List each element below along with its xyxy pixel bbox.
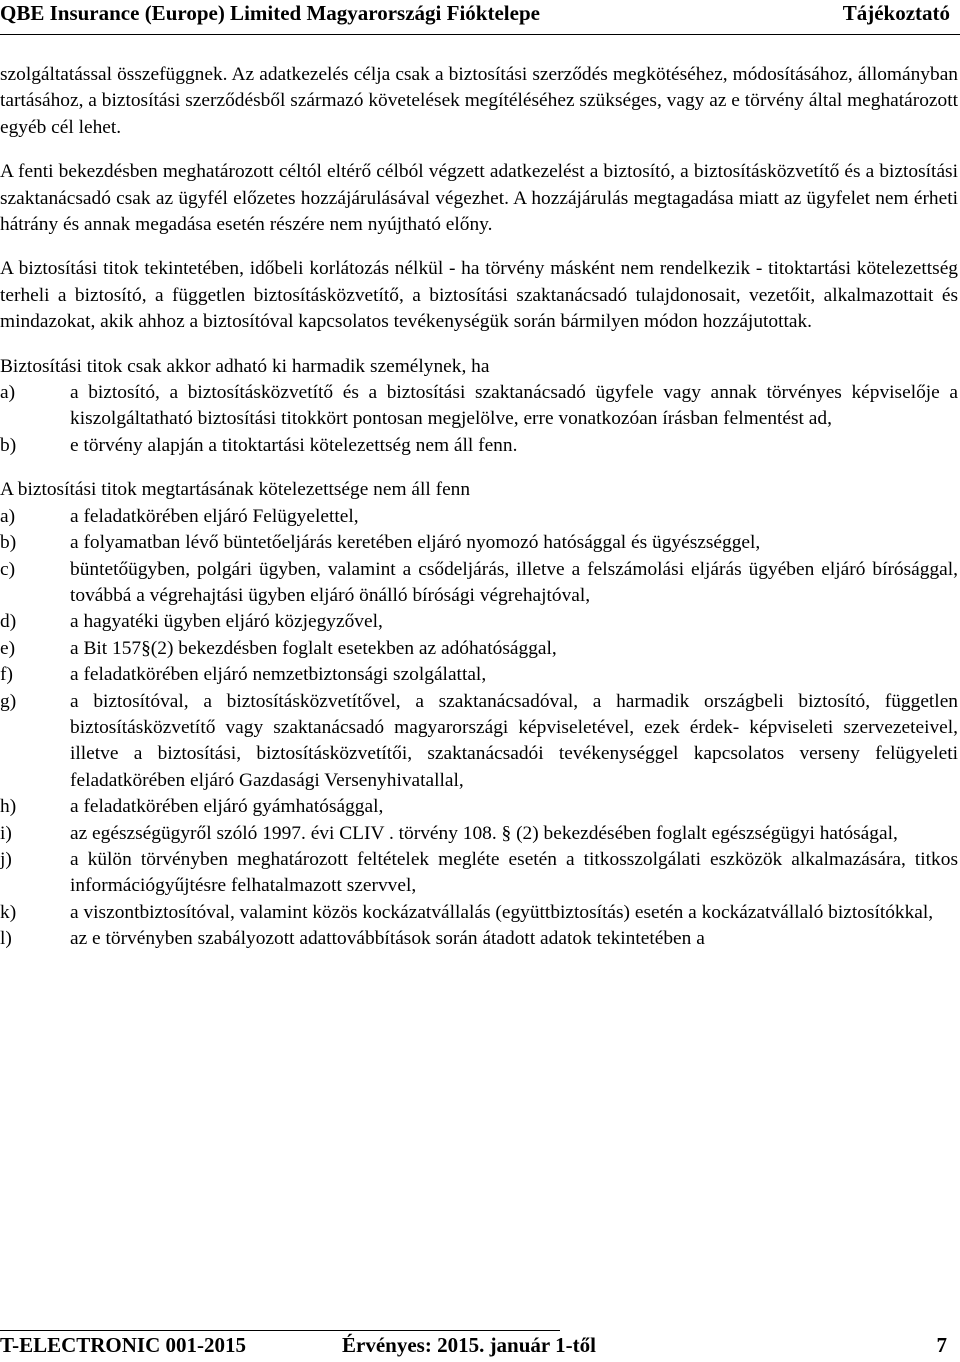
list-item-letter: c)	[0, 558, 16, 580]
list-item-letter: k)	[0, 901, 17, 923]
list-item-letter: b)	[0, 434, 17, 456]
document-body	[0, 62, 958, 953]
list-item-letter: a)	[0, 505, 16, 527]
list-item-letter: b)	[0, 532, 17, 554]
paragraph-disclosure-intro: Biztosítási titok csak akkor adható ki harmadik személynek, ha	[0, 355, 490, 377]
list-item-text: a feladatkörében eljáró nemzetbiztonsági szolgálattal,	[70, 664, 487, 686]
page-number: 7	[936, 1333, 947, 1357]
paragraph-purpose: szolgáltatással összefüggnek. Az adatkezelés célja csak a biztosítási szerződés megkötéséhez, módosításához, állományban tartásához, a biztosítási szerződésből származó követelések megítéléséhez szükséges, vagy az e törvény által meghatározott egyéb cél lehet.	[0, 64, 958, 138]
page-header	[0, 0, 960, 35]
list-item	[0, 926, 958, 952]
list-item	[0, 433, 958, 459]
list-item	[0, 504, 958, 530]
list-item-letter: e)	[0, 637, 16, 659]
list-item-text: a biztosító, a biztosításközvetítő és a biztosítási szaktanácsadó ügyfele vagy annak törvényes képviselője a kiszolgáltatható biztosítási titokkört pontosan megjelölve, erre vonatkozóan írásban felmentést ad,	[70, 382, 958, 430]
list-item	[0, 380, 958, 433]
list-item-letter: l)	[0, 928, 12, 950]
header-company-name: QBE Insurance (Europe) Limited Magyarországi Fióktelepe	[0, 1, 540, 25]
page-footer	[0, 1324, 960, 1362]
list-item-text: a viszontbiztosítóval, valamint közös kockázatvállalás (együttbiztosítás) esetén a kockázatvállaló biztosítókkal,	[70, 901, 934, 923]
disclosure-conditions-list	[0, 380, 958, 459]
footer-divider	[0, 1330, 560, 1331]
list-item-text: a feladatkörében eljáró gyámhatósággal,	[70, 796, 384, 818]
list-item-text: a hagyatéki ügyben eljáró közjegyzővel,	[70, 611, 383, 633]
list-item-text: az egészségügyről szóló 1997. évi CLIV . törvény 108. § (2) bekezdésében foglalt egészségügyi hatóságal,	[70, 822, 898, 844]
list-item	[0, 847, 958, 900]
list-item	[0, 530, 958, 556]
list-item-text: a folyamatban lévő büntetőeljárás keretében eljáró nyomozó hatósággal és ügyészséggel,	[70, 532, 761, 554]
list-item-letter: d)	[0, 611, 17, 633]
list-item	[0, 794, 958, 820]
list-item-letter: f)	[0, 664, 13, 686]
list-item	[0, 689, 958, 795]
list-item-text: a külön törvényben meghatározott feltételek megléte esetén a titkosszolgálati eszközök alkalmazására, titkos információgyűjtésre felhatalmazott szervvel,	[70, 848, 958, 897]
list-item	[0, 821, 958, 847]
list-item-letter: i)	[0, 822, 12, 844]
list-item-text: a biztosítóval, a biztosításközvetítővel, a szaktanácsadóval, a harmadik országbeli biztosító, független biztosításközvetítő vagy szaktanácsadó magyarországi képviseletével, ezek érdek- képviseleti szervezeteivel, illetve a biztosítási, biztosításközvetítői, szaktanácsadói tevékenységgel kapcsolatos verseny felügyeleti feladatkörében eljáró Gazdasági Versenyhivatallal,	[70, 690, 958, 791]
list-item-letter: g)	[0, 690, 17, 712]
list-item-text: az e törvényben szabályozott adattovábbítások során átadott adatok tekintetében a	[70, 928, 705, 950]
list-item-letter: j)	[0, 848, 12, 870]
exceptions-list	[0, 504, 958, 953]
header-document-type: Tájékoztató	[842, 1, 950, 25]
list-item	[0, 609, 958, 635]
list-item-text: büntetőügyben, polgári ügyben, valamint a csődeljárás, illetve a felszámolási eljárás ügyében eljáró bírósággal, továbbá a végrehajtási ügyben eljáró önálló bírósági végrehajtóval,	[70, 558, 958, 606]
footer-validity: Érvényes: 2015. január 1-től	[342, 1333, 596, 1357]
list-item-letter: h)	[0, 796, 17, 818]
paragraph-exceptions-intro: A biztosítási titok megtartásának kötelezettsége nem áll fenn	[0, 479, 471, 501]
list-item	[0, 557, 958, 610]
list-item-letter: a)	[0, 382, 16, 404]
list-item	[0, 662, 958, 688]
list-item	[0, 900, 958, 926]
footer-document-code: T-ELECTRONIC 001-2015	[0, 1333, 247, 1357]
list-item-text: e törvény alapján a titoktartási kötelezettség nem áll fenn.	[70, 434, 518, 456]
list-item-text: a feladatkörében eljáró Felügyelettel,	[70, 505, 359, 527]
paragraph-secrecy: A biztosítási titok tekintetében, időbeli korlátozás nélkül - ha törvény másként nem rendelkezik - titoktartási kötelezettség terheli a biztosító, a független biztosításközvetítő, a biztosítási szaktanácsadó tulajdonosait, vezetőit, alkalmazottait és mindazokat, akik ahhoz a biztosítóval kapcsolatos tevékenységük során bármilyen módon hozzájutottak.	[0, 258, 958, 333]
paragraph-consent: A fenti bekezdésben meghatározott céltól eltérő célból végzett adatkezelést a biztosító, a biztosításközvetítő és a biztosítási szaktanácsadó csak az ügyfél előzetes hozzájárulásával végezhet. A hozzájárulás megtagadása miatt az ügyfelet nem érheti hátrány és annak megadása esetén részére nem nyújtható előny.	[0, 161, 958, 236]
list-item-text: a Bit 157§(2) bekezdésben foglalt esetekben az adóhatósággal,	[70, 637, 557, 659]
list-item	[0, 636, 958, 662]
